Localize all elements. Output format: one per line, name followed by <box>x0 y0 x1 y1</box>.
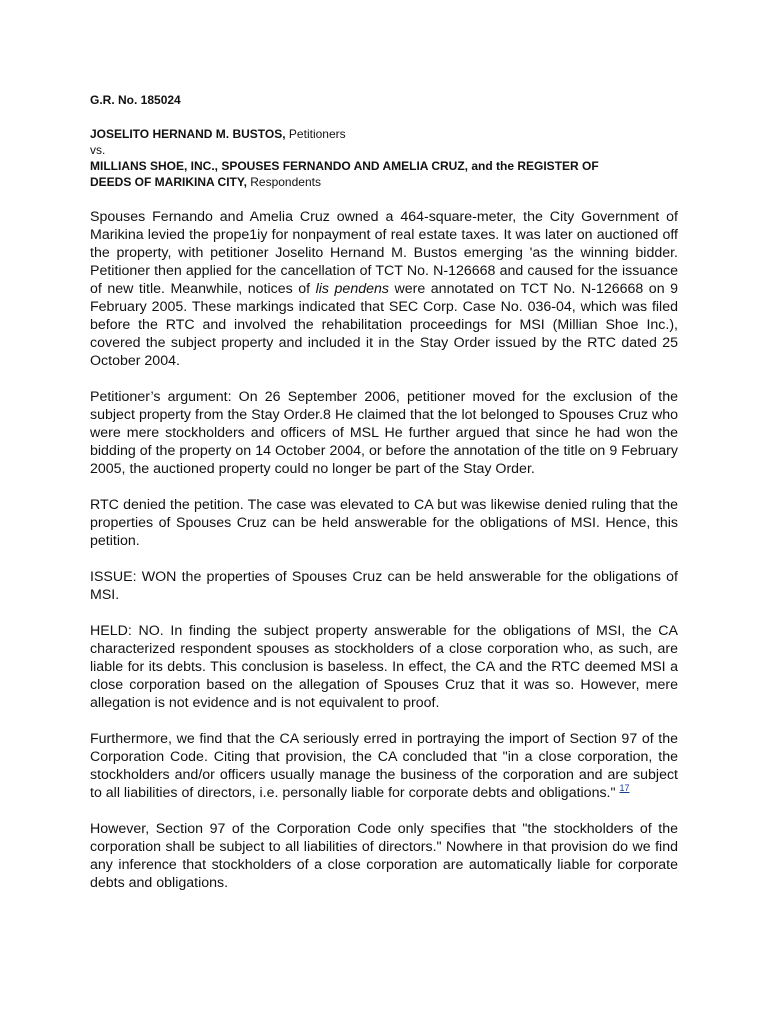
respondent-names-1: MILLIANS SHOE, INC., SPOUSES FERNANDO AND AMELIA CRUZ, and the REGISTER OF <box>90 159 599 173</box>
document-page <box>90 92 678 910</box>
furthermore-text: Furthermore, we find that the CA seriously erred in portraying the import of Section 97 of the Corporation Code. Citing that provision, the CA concluded that "in a close corporation, the stockholders and/or officers usually manage the business of the corporation and are subject to all liabilities of directors, i.e. personally liable for corporate debts and obligations." <box>90 731 678 801</box>
respondent-names-2: DEEDS OF MARIKINA CITY, <box>90 175 247 189</box>
footnote-link[interactable]: 17 <box>619 783 630 793</box>
petitioner-line <box>90 126 678 142</box>
facts-text-a: Spouses Fernando and Amelia Cruz owned a 464-square-meter, the City Government of Marikina levied the prope1iy for nonpayment of real estate taxes. It was later on auctioned off the property, with petitioner Joselito Hernand M. Bustos emerging 'as the winning bidder. Petitioner then applied for the cancellation of TCT No. N-126668 and caused for the issuance of new title. Meanwhile, notices of <box>90 209 678 297</box>
held-paragraph: HELD: NO. In finding the subject property answerable for the obligations of MSI, the CA characterized respondent spouses as stockholders of a close corporation who, as such, are liable for its debts. This conclusion is baseless. In effect, the CA and the RTC deemed MSI a close corporation based on the allegation of Spouses Cruz that it was so. However, mere allegation is not evidence and is not equivalent to proof. <box>90 623 678 711</box>
rtc-paragraph: RTC denied the petition. The case was elevated to CA but was likewise denied ruling that the properties of Spouses Cruz can be held answerable for the obligations of MSI. Hence, this petition. <box>90 497 678 549</box>
respondent-line-1 <box>90 158 678 174</box>
furthermore-paragraph <box>90 730 678 802</box>
petitioner-role: Petitioners <box>285 127 346 141</box>
facts-italic-term: lis pendens <box>315 281 389 297</box>
facts-text-b: were annotated on TCT No. N-126668 on 9 February 2005. These markings indicated that SEC Corp. Case No. 036-04, which was filed before the RTC and involved the rehabilitation proceedings for MSI (Millian Shoe Inc.), covered the subject property and included it in the Stay Order issued by the RTC dated 25 October 2004. <box>90 281 679 369</box>
argument-paragraph: Petitioner’s argument: On 26 September 2006, petitioner moved for the exclusion of the subject property from the Stay Order.8 He claimed that the lot belonged to Spouses Cruz who were mere stockholders and officers of MSL He further argued that since he had won the bidding of the property on 14 October 2004, or before the annotation of the title on 9 February 2005, the auctioned property could no longer be part of the Stay Order. <box>90 389 678 477</box>
case-number: G.R. No. 185024 <box>90 93 181 107</box>
respondent-role: Respondents <box>246 175 321 189</box>
petitioner-name: JOSELITO HERNAND M. BUSTOS, <box>90 127 286 141</box>
facts-paragraph <box>90 208 678 370</box>
issue-paragraph: ISSUE: WON the properties of Spouses Cruz can be held answerable for the obligations of MSI. <box>90 569 678 603</box>
however-paragraph: However, Section 97 of the Corporation Code only specifies that "the stockholders of the corporation shall be subject to all liabilities of directors." Nowhere in that provision do we find any inference that stockholders of a close corporation are automatically liable for corporate debts and obligations. <box>90 821 678 891</box>
versus-line: vs. <box>90 143 106 157</box>
case-parties <box>90 126 678 190</box>
respondent-line-2 <box>90 174 678 190</box>
